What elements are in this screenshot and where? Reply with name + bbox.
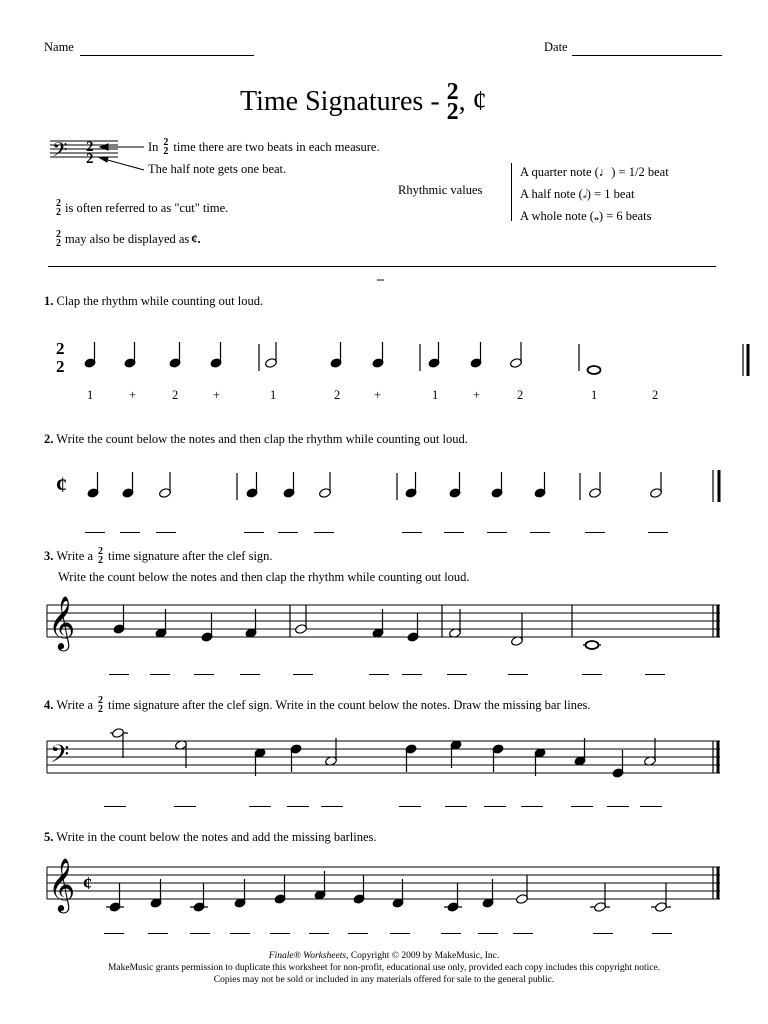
footer-line-2: MakeMusic grants permission to duplicate this worksheet for non-profit, educational use only, provided each copy includes this copyright notice. (107, 963, 661, 973)
rhythmic-item-half: A half note (𝅗𝅥) = 1 beat (520, 187, 635, 201)
footer-line-3: Copies may not be sold or included in any materials offered for sale to the general public. (213, 975, 555, 985)
exercise-3-instruction-line2: Write the count below the notes and then clap the rhythm while counting out loud. (58, 570, 470, 584)
title-time-signature: 2 2 (446, 79, 459, 126)
count-label: 2 (652, 388, 659, 402)
divider-mark: – (377, 272, 384, 287)
intro-display-line: 2 2 may also be displayed as ¢. (56, 229, 201, 249)
date-label: Date (544, 40, 568, 54)
svg-text:2: 2 (56, 357, 65, 376)
intro-line2: The half note gets one beat. (148, 162, 287, 176)
svg-text:¢: ¢ (56, 472, 67, 497)
intro-cut-line: 2 2 is often referred to as "cut" time. (56, 198, 229, 218)
bass-clef-icon: 𝄢 (50, 740, 70, 775)
footer (0, 950, 768, 986)
treble-clef-icon: 𝄞 (48, 857, 76, 911)
cut-time-icon: ¢ (83, 873, 92, 893)
count-label: + (374, 388, 382, 402)
title-after: , ¢ (458, 86, 487, 118)
exercise-4-instruction: 4. Write a 2 2 time signature after the clef sign. Write in the count below the notes. Draw the missing bar lines. (44, 695, 591, 715)
rhythmic-item-whole: A whole note (𝅝) = 6 beats (520, 209, 652, 223)
exercise-5-instruction: 5. Write in the count below the notes and add the missing barlines. (44, 830, 377, 844)
count-label: 2 (334, 388, 341, 402)
svg-text:2: 2 (86, 151, 94, 167)
count-label: 1 (591, 388, 598, 402)
count-label: + (473, 388, 481, 402)
rhythmic-item-quarter: A quarter note (♩) = 1/2 beat (520, 165, 669, 179)
exercise-1-instruction: 1. Clap the rhythm while counting out loud. (44, 294, 264, 308)
name-label: Name (44, 40, 74, 54)
bass-clef-icon: 𝄢 (52, 138, 68, 166)
footer-line-1: Finale® Worksheets, Copyright © 2009 by MakeMusic, Inc. (268, 951, 500, 961)
svg-text:2: 2 (86, 139, 94, 155)
count-label: 1 (87, 388, 94, 402)
count-label: + (129, 388, 137, 402)
count-label: 1 (432, 388, 439, 402)
count-label: 2 (172, 388, 179, 402)
treble-clef-icon: 𝄞 (48, 595, 76, 649)
intro-line1: In 2 2 time there are two beats in each measure. (148, 137, 380, 157)
exercise-3-instruction: 3. Write a 2 2 time signature after the clef sign. (44, 546, 273, 566)
title-text: Time Signatures - (240, 86, 447, 118)
count-label: 1 (270, 388, 277, 402)
count-label: + (213, 388, 221, 402)
svg-text:2: 2 (56, 339, 65, 358)
exercise-2-instruction: 2. Write the count below the notes and then clap the rhythm while counting out loud. (44, 432, 468, 446)
rhythmic-values-label: Rhythmic values (398, 183, 483, 197)
count-label: 2 (517, 388, 524, 402)
